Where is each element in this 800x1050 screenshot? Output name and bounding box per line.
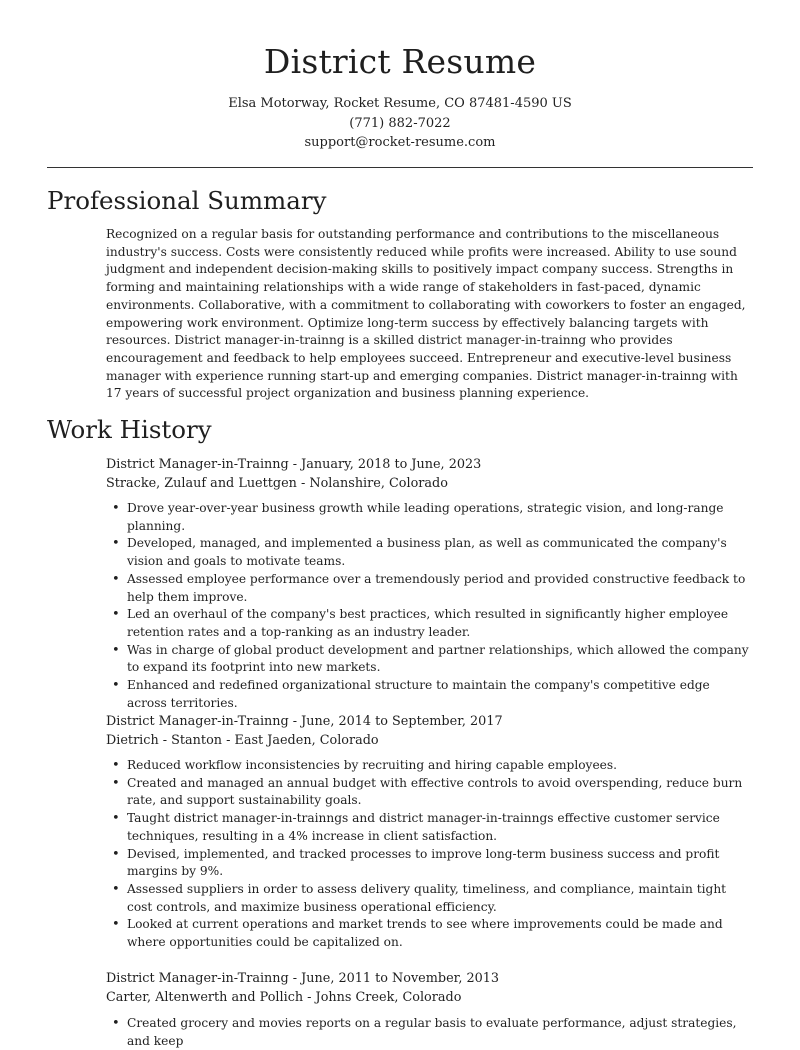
job-bullet: • Assessed employee performance over a tremendously period and provided constructive feedback to help them improve. xyxy=(106,571,753,606)
job-bullet: • Led an overhaul of the company's best practices, which resulted in significantly higher employee retention rates and a top-ranking as an industry leader. xyxy=(106,606,753,641)
job-bullet: • Created and managed an annual budget with effective controls to avoid overspending, reduce burn rate, and support sustainability goals. xyxy=(106,775,753,810)
job-bullet-list xyxy=(106,500,753,712)
job-bullet-list xyxy=(106,757,753,952)
job-bullet: • Looked at current operations and market trends to see where improvements could be made and where opportunities could be capitalized on. xyxy=(106,916,753,951)
job-bullet: • Assessed suppliers in order to assess delivery quality, timeliness, and compliance, maintain tight cost controls, and maximize business operational efficiency. xyxy=(106,881,753,916)
job-company-line: Stracke, Zulauf and Luettgen - Nolanshire, Colorado xyxy=(106,476,448,491)
job-company-line: Dietrich - Stanton - East Jaeden, Colorado xyxy=(106,733,379,748)
job-position-line: District Manager-in-Trainng - January, 2018 to June, 2023 xyxy=(106,457,482,472)
job-position-line: District Manager-in-Trainng - June, 2014 to September, 2017 xyxy=(106,714,503,729)
header-divider xyxy=(47,167,753,168)
resume-name: District Resume xyxy=(263,42,537,81)
job-bullet: • Developed, managed, and implemented a business plan, as well as communicated the company's vision and goals to motivate teams. xyxy=(106,535,753,570)
job-bullet: • Drove year-over-year business growth while leading operations, strategic vision, and long-range planning. xyxy=(106,500,753,535)
job-company-line: Carter, Altenwerth and Pollich - Johns Creek, Colorado xyxy=(106,990,462,1005)
summary-text: Recognized on a regular basis for outstanding performance and contributions to the miscellaneous industry's success. Costs were consistently reduced while profits were increased. Ability to use sound judgment and independent decision-making skills to positively impact company success. Strengths in forming and maintaining relationships with a wide range of stakeholders in fast-paced, dynamic environments. Collaborative, with a commitment to collaborating with coworkers to foster an engaged, empowering work environment. Optimize long-term success by effectively balancing targets with resources. District manager-in-trainng is a skilled district manager-in-trainng who provides encouragement and feedback to help employees succeed. Entrepreneur and executive-level business manager with experience running start-up and emerging companies. District manager-in-trainng with 17 years of successful project organization and business planning experience. xyxy=(106,227,746,401)
job-bullet: • Devised, implemented, and tracked processes to improve long-term business success and profit margins by 9%. xyxy=(106,846,753,881)
contact-address: Elsa Motorway, Rocket Resume, CO 87481-4590 US xyxy=(228,96,572,111)
contact-phone: (771) 882-7022 xyxy=(349,115,451,131)
contact-email: support@rocket-resume.com xyxy=(304,135,496,150)
job-position-line: District Manager-in-Trainng - June, 2011 to November, 2013 xyxy=(106,971,500,986)
job-bullet: • Reduced workflow inconsistencies by recruiting and hiring capable employees. xyxy=(106,757,753,775)
work-history-heading: Work History xyxy=(47,415,212,444)
job-bullet-list xyxy=(106,1015,753,1050)
job-bullet: • Taught district manager-in-trainngs and district manager-in-trainngs effective customer service techniques, resulting in a 4% increase in client satisfaction. xyxy=(106,810,753,845)
job-bullet: • Was in charge of global product development and partner relationships, which allowed the company to expand its footprint into new markets. xyxy=(106,642,753,677)
job-bullet: • Enhanced and redefined organizational structure to maintain the company's competitive edge across territories. xyxy=(106,677,753,712)
summary-heading: Professional Summary xyxy=(47,186,327,215)
job-bullet: • Created grocery and movies reports on a regular basis to evaluate performance, adjust strategies, and keep xyxy=(106,1015,753,1050)
